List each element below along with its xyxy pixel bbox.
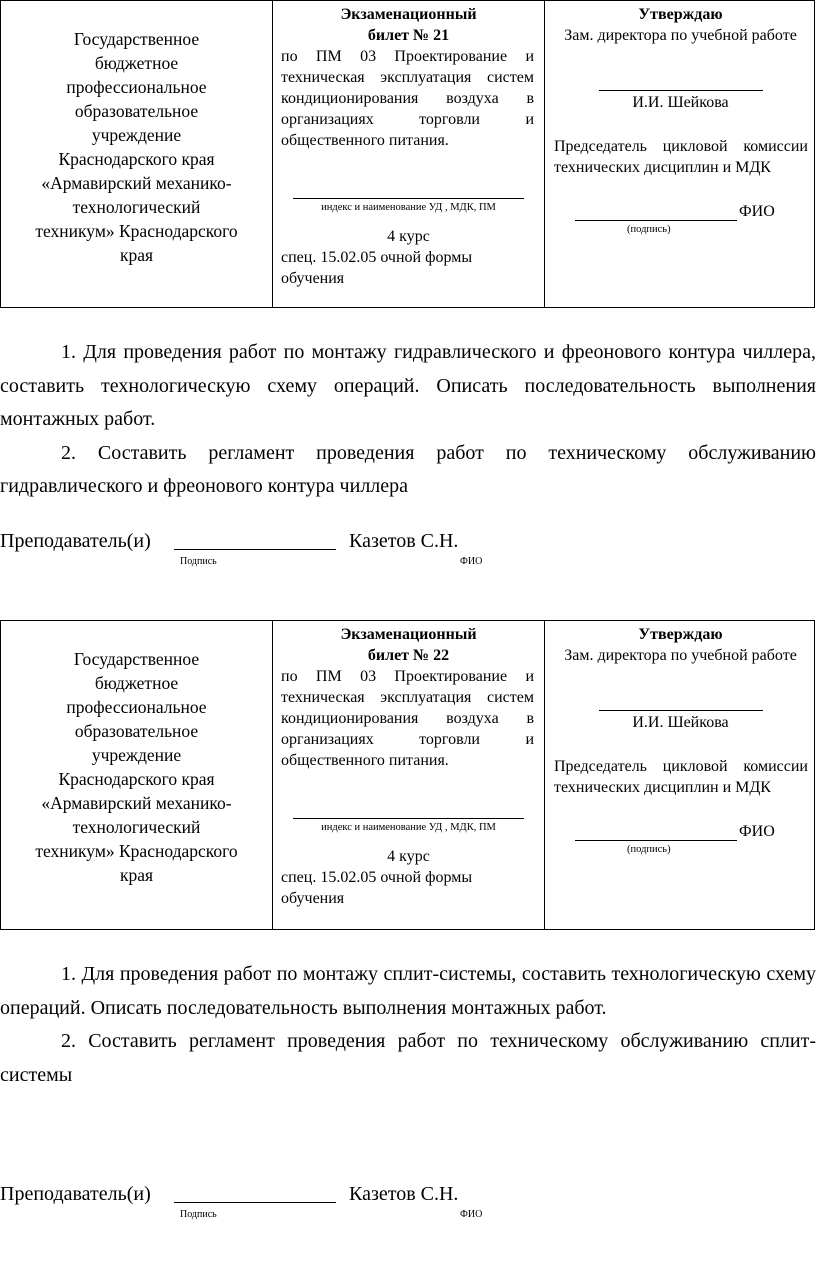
ticket-title: Экзаменационный билет № 21 <box>340 6 477 44</box>
approve-name: И.И. Шейкова <box>632 94 729 111</box>
chairman-fio: ФИО <box>739 823 775 840</box>
task-list <box>0 958 816 1092</box>
chairman-role: Председатель цикловой комиссии технических дисциплин и МДК <box>554 138 808 176</box>
ticket-subject: по ПМ 03 Проектирование и техническая эксплуатация систем кондиционирования воздуха в организациях торговли и общественного питания. <box>281 668 534 769</box>
task-item: 1. Для проведения работ по монтажу гидравлического и фреонового контура чиллера, составить технологическую схему операций. Описать последовательность выполнения монтажных работ. <box>0 341 816 430</box>
teacher-fio-caption: ФИО <box>460 556 483 567</box>
specialty: спец. 15.02.05 очной формы обучения <box>281 869 473 907</box>
chairman-signature-caption: (подпись) <box>627 844 671 855</box>
teacher-signature-caption: Подпись <box>180 1209 217 1220</box>
teacher-signature-line <box>174 549 336 550</box>
approve-role: Зам. директора по учебной работе <box>564 27 797 44</box>
chairman-signature-line <box>575 220 737 221</box>
teacher-label: Преподаватель(и) <box>0 1183 151 1205</box>
index-underline <box>293 198 524 199</box>
index-caption: индекс и наименование УД , МДК, ПМ <box>321 202 496 213</box>
task-item: 1. Для проведения работ по монтажу сплит-системы, составить технологическую схему операций. Описать последовательность выполнения монтажных работ. <box>0 963 816 1019</box>
organization-name: Государственное бюджетное профессиональное образовательное учреждение Краснодарского края «Армавирский механико- технологический техникум» Краснодарского края <box>35 649 238 885</box>
ticket-header-table <box>0 620 815 930</box>
task-item: 2. Составить регламент проведения работ по техническому обслуживанию сплит-системы <box>0 1030 816 1086</box>
course: 4 курс <box>387 228 430 245</box>
task-item: 2. Составить регламент проведения работ по техническому обслуживанию гидравлического и фреонового контура чиллера <box>0 441 816 497</box>
course: 4 курс <box>387 848 430 865</box>
index-caption: индекс и наименование УД , МДК, ПМ <box>321 822 496 833</box>
approval-cell <box>545 621 816 929</box>
teacher-signature-line <box>174 1202 336 1203</box>
approve-name: И.И. Шейкова <box>632 714 729 731</box>
approve-signature-line <box>599 90 763 91</box>
chairman-signature-line <box>575 840 737 841</box>
teacher-name: Казетов С.Н. <box>349 530 459 552</box>
ticket-header-table <box>0 0 815 308</box>
chairman-signature-caption: (подпись) <box>627 224 671 235</box>
organization-cell <box>1 1 273 307</box>
task-list <box>0 336 816 504</box>
chairman-fio: ФИО <box>739 203 775 220</box>
ticket-info-cell <box>273 1 545 307</box>
teacher-name: Казетов С.Н. <box>349 1183 459 1205</box>
specialty: спец. 15.02.05 очной формы обучения <box>281 249 473 287</box>
teacher-fio-caption: ФИО <box>460 1209 483 1220</box>
approve-signature-line <box>599 710 763 711</box>
ticket-info-cell <box>273 621 545 929</box>
teacher-signature-caption: Подпись <box>180 556 217 567</box>
chairman-role: Председатель цикловой комиссии технических дисциплин и МДК <box>554 758 808 796</box>
organization-cell <box>1 621 273 929</box>
ticket-subject: по ПМ 03 Проектирование и техническая эксплуатация систем кондиционирования воздуха в организациях торговли и общественного питания. <box>281 48 534 149</box>
approve-title: Утверждаю <box>638 6 723 23</box>
ticket-title: Экзаменационный билет № 22 <box>340 626 477 664</box>
organization-name: Государственное бюджетное профессиональное образовательное учреждение Краснодарского края «Армавирский механико- технологический техникум» Краснодарского края <box>35 29 238 265</box>
approval-cell <box>545 1 816 307</box>
approve-role: Зам. директора по учебной работе <box>564 647 797 664</box>
teacher-label: Преподаватель(и) <box>0 530 151 552</box>
approve-title: Утверждаю <box>638 626 723 643</box>
index-underline <box>293 818 524 819</box>
